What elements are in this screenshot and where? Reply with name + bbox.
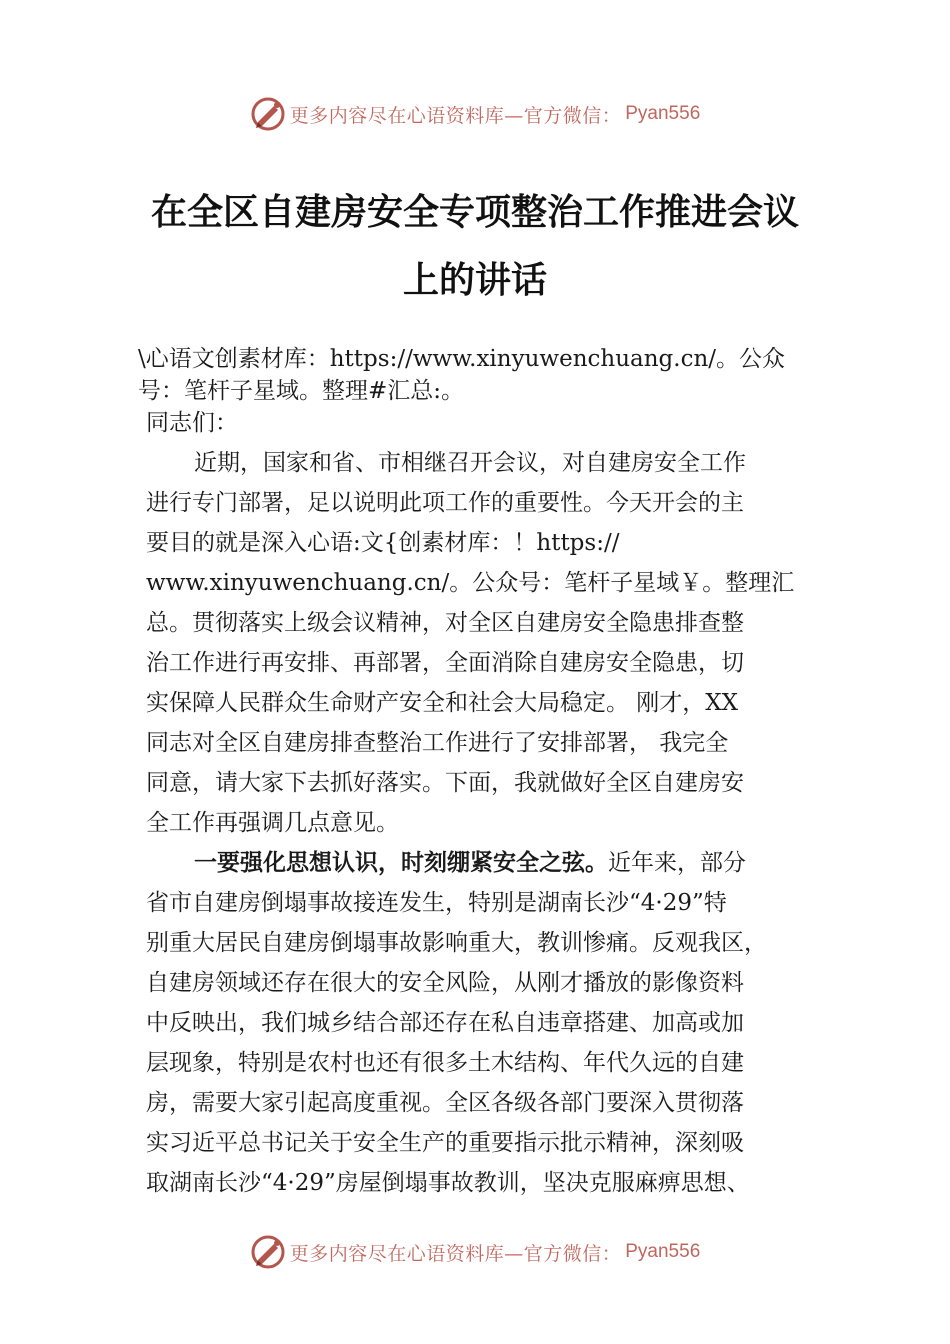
para2-line: 自建房领域还存在很大的安全风险，从刚才播放的影像资料 <box>146 970 744 996</box>
para1-line: 全工作再强调几点意见。 <box>146 810 399 836</box>
para2-line: 实习近平总书记关于安全生产的重要指示批示精神，深刻吸 <box>146 1130 744 1156</box>
para2-line: 别重大居民自建房倒塌事故影响重大，教训惨痛。反观我区， <box>146 930 767 956</box>
header-banner <box>0 94 950 134</box>
title-line-1: 在全区自建房安全专项整治工作推进会议 <box>150 191 799 233</box>
para2-first-line <box>194 844 746 877</box>
salutation: 同志们： <box>146 410 238 436</box>
para2-line: 取湖南长沙“4·29”房屋倒塌事故教训，坚决克服麻痹思想、 <box>146 1170 750 1196</box>
banner-wechat-id: Pyan556 <box>625 1241 701 1262</box>
para2-line: 中反映出，我们城乡结合部还存在私自违章搭建、加高或加 <box>146 1010 744 1036</box>
title-line-2: 上的讲话 <box>402 259 547 301</box>
source-line-2: 号：笔杆子星域。整理#汇总:。 <box>138 378 465 404</box>
footer-banner <box>0 1232 950 1272</box>
para2-first-tail: 近年来，部分 <box>608 850 746 876</box>
para1-line: 要目的就是深入心语:文{创素材库：！https:// <box>146 530 620 556</box>
banner-text: 更多内容尽在心语资料库—官方微信： <box>289 104 622 127</box>
para1-line: 实保障人民群众生命财产安全和社会大局稳定。 刚才，XX <box>146 690 739 716</box>
para2-line: 省市自建房倒塌事故接连发生，特别是湖南长沙“4·29”特 <box>146 890 727 916</box>
para1-line: 近期，国家和省、市相继召开会议，对自建房安全工作 <box>194 450 746 476</box>
pen-logo-icon <box>250 1234 286 1270</box>
banner-wechat-id: Pyan556 <box>625 103 701 124</box>
para1-line: 治工作进行再安排、再部署，全面消除自建房安全隐患，切 <box>146 650 744 676</box>
para2-line: 房，需要大家引起高度重视。全区各级各部门要深入贯彻落 <box>146 1090 744 1116</box>
banner-text: 更多内容尽在心语资料库—官方微信： <box>289 1242 622 1265</box>
para2-line: 层现象，特别是农村也还有很多土木结构、年代久远的自建 <box>146 1050 744 1076</box>
para1-line: 总。贯彻落实上级会议精神，对全区自建房安全隐患排查整 <box>146 610 744 636</box>
para1-line: 同志对全区自建房排查整治工作进行了安排部署， 我完全 <box>146 730 729 756</box>
source-line-1: \心语文创素材库：https://www.xinyuwenchuang.cn/。公众 <box>138 346 786 372</box>
pen-logo-icon <box>250 96 286 132</box>
document-title <box>100 178 850 314</box>
para1-line: 同意，请大家下去抓好落实。下面，我就做好全区自建房安 <box>146 770 744 796</box>
para1-line: 进行专门部署，足以说明此项工作的重要性。今天开会的主 <box>146 490 744 516</box>
section-heading: 一要强化思想认识，时刻绷紧安全之弦。 <box>194 850 608 876</box>
para1-line: www.xinyuwenchuang.cn/。公众号：笔杆子星域￥。整理汇 <box>146 570 795 596</box>
